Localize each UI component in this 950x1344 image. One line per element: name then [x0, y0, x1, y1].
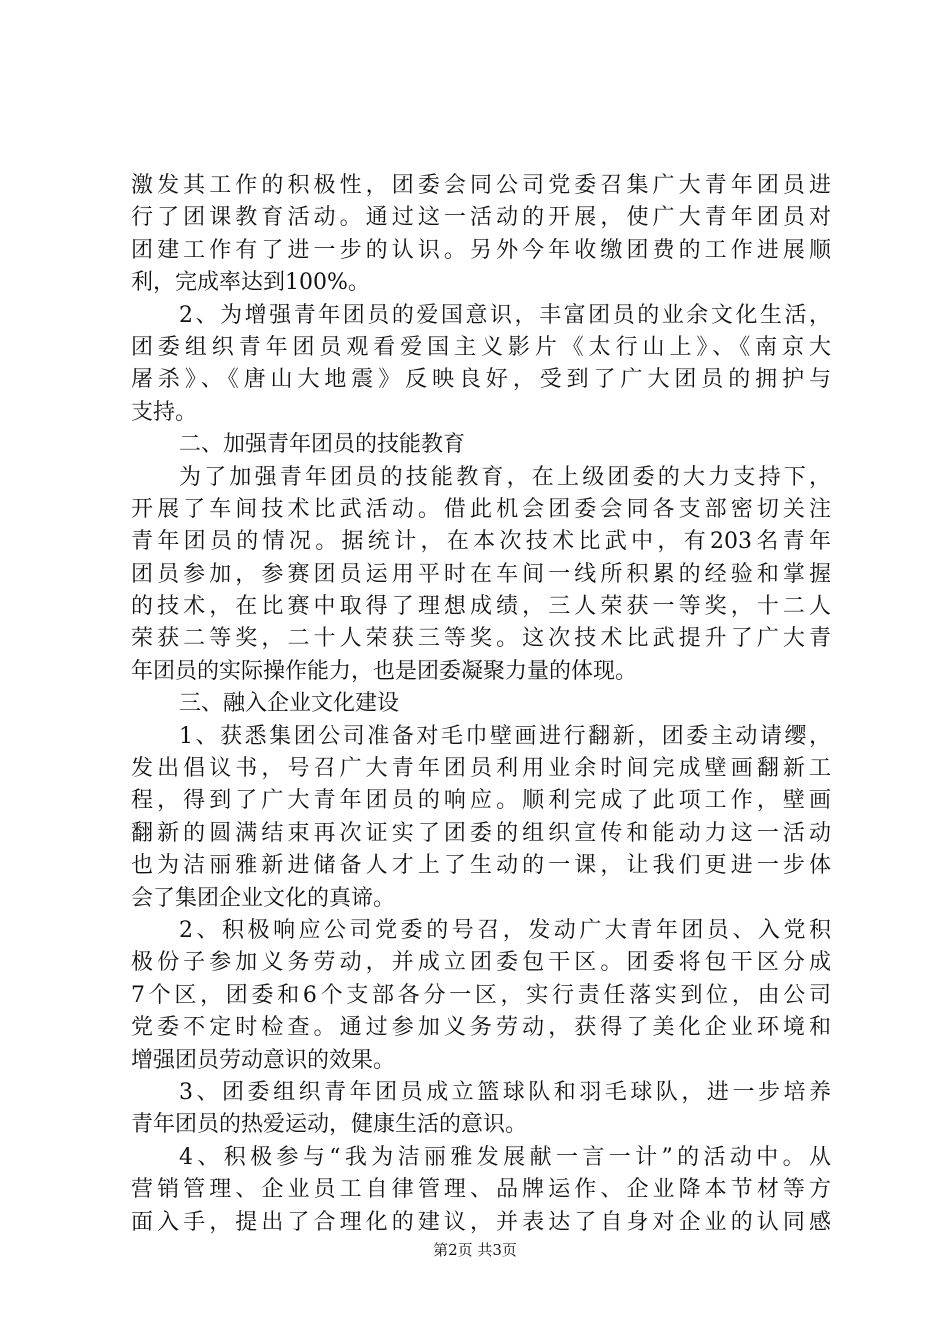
text-line: 增强团员劳动意识的效果。 [131, 1047, 396, 1073]
document-body [131, 170, 831, 1239]
text-line: 也为洁丽雅新进储备人才上了生动的一课，让我们更进一步体 [131, 853, 831, 879]
text-line: 团建工作有了进一步的认识。另外今年收缴团费的工作进展顺 [131, 237, 831, 263]
text-line: 荣获二等奖，二十人荣获三等奖。这次技术比武提升了广大青 [131, 626, 831, 652]
text-line: 的技术，在比赛中取得了理想成绩，三人荣获一等奖，十二人 [131, 594, 831, 620]
text-line: 为了加强青年团员的技能教育，在上级团委的大力支持下， [179, 464, 831, 490]
text-line: 利，完成率达到100%。 [131, 270, 370, 296]
text-line: 支持。 [131, 399, 198, 425]
text-line: 行了团课教育活动。通过这一活动的开展，使广大青年团员对 [131, 205, 831, 231]
text-line: 1、获悉集团公司准备对毛巾壁画进行翻新，团委主动请缨， [179, 723, 831, 749]
text-line: 开展了车间技术比武活动。借此机会团委会同各支部密切关注 [131, 496, 831, 522]
text-line: 青年团员的情况。据统计，在本次技术比武中，有203名青年 [131, 529, 831, 555]
text-line: 2、积极响应公司党委的号召，发动广大青年团员、入党积 [179, 917, 831, 943]
text-line: 4、积极参与“我为洁丽雅发展献一言一计”的活动中。从 [179, 1144, 831, 1170]
text-line: 团委组织青年团员观看爱国主义影片《太行山上》、《南京大 [131, 334, 831, 360]
text-line: 面入手，提出了合理化的建议，并表达了自身对企业的认同感 [131, 1209, 831, 1235]
text-line: 二、加强青年团员的技能教育 [179, 432, 466, 458]
text-line: 营销管理、企业员工自律管理、品牌运作、企业降本节材等方 [131, 1177, 831, 1203]
text-line: 会了集团企业文化的真谛。 [131, 885, 396, 911]
text-line: 党委不定时检查。通过参加义务劳动，获得了美化企业环境和 [131, 1015, 831, 1041]
text-line: 激发其工作的积极性，团委会同公司党委召集广大青年团员进 [131, 173, 831, 198]
page-footer: 第2页 共3页 [433, 1241, 517, 1259]
text-line: 极份子参加义务劳动，并成立团委包干区。团委将包干区分成 [131, 950, 831, 976]
text-line: 程，得到了广大青年团员的响应。顺利完成了此项工作，壁画 [131, 788, 831, 814]
text-line: 青年团员的热爱运动，健康生活的意识。 [131, 1112, 528, 1138]
text-line: 年团员的实际操作能力，也是团委凝聚力量的体现。 [131, 658, 638, 684]
text-line: 2、为增强青年团员的爱国意识，丰富团员的业余文化生活， [179, 302, 831, 328]
text-line: 发出倡议书，号召广大青年团员利用业余时间完成壁画翻新工 [131, 756, 831, 782]
text-line: 7个区，团委和6个支部各分一区，实行责任落实到位，由公司 [131, 982, 831, 1008]
text-line: 三、融入企业文化建设 [179, 691, 400, 717]
text-line: 3、团委组织青年团员成立篮球队和羽毛球队，进一步培养 [179, 1079, 831, 1105]
text-line: 屠杀》、《唐山大地震》反映良好，受到了广大团员的拥护与 [131, 367, 831, 393]
text-line: 团员参加，参赛团员运用平时在车间一线所积累的经验和掌握 [131, 561, 831, 587]
text-line: 翻新的圆满结束再次证实了团委的组织宣传和能动力这一活动 [131, 820, 831, 846]
